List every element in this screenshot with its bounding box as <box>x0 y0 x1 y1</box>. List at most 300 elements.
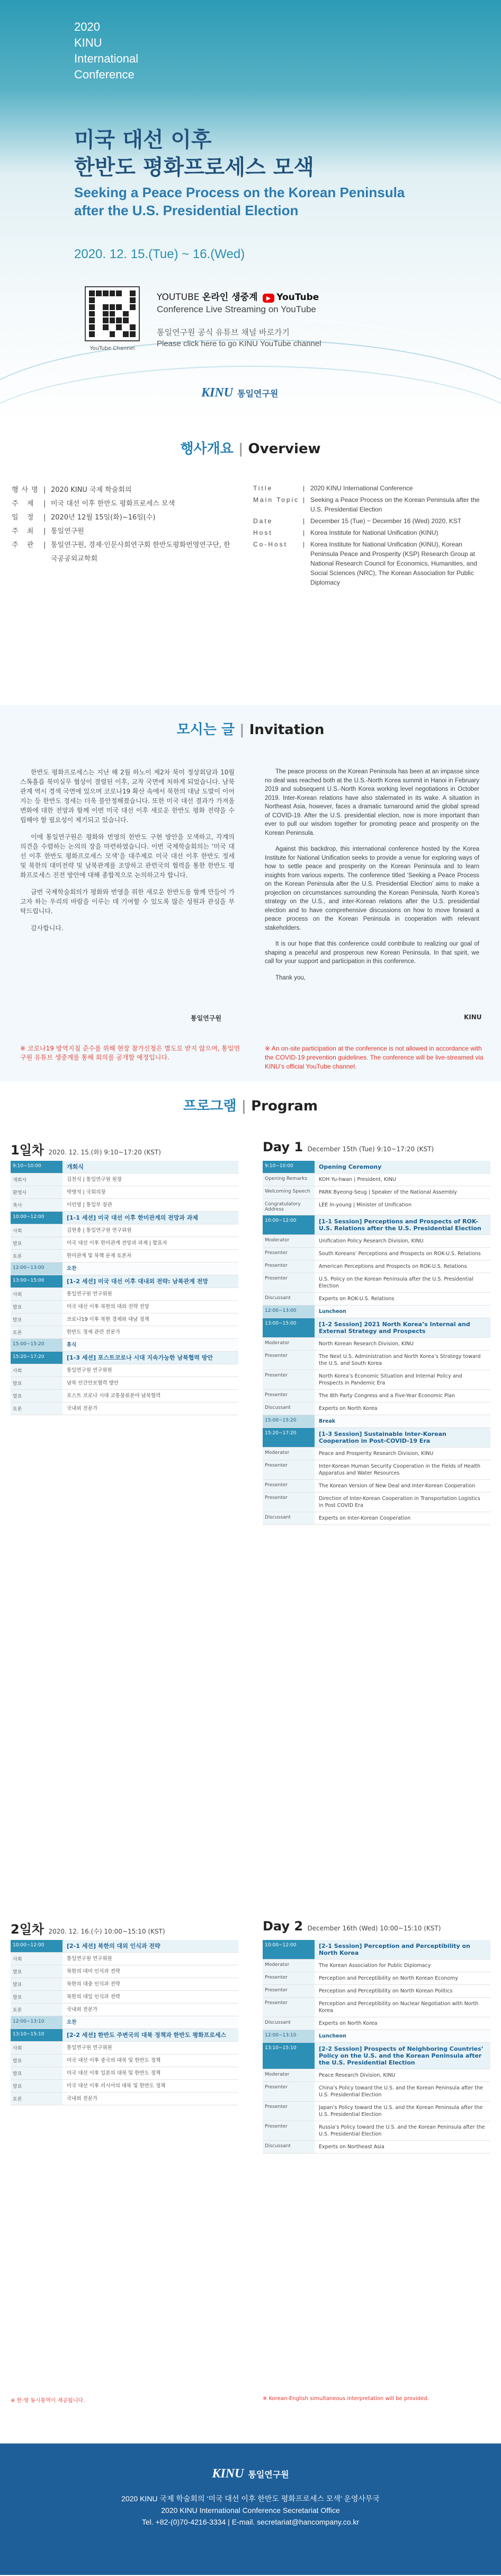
program-time: 발표 <box>11 1301 62 1313</box>
overview-row <box>253 483 486 493</box>
qr-cell <box>116 331 122 337</box>
qr-cell <box>110 290 115 296</box>
overview-en <box>253 483 486 589</box>
program-time: 15:20~17:20 <box>263 1428 315 1447</box>
day-date: 2020. 12. 15.(화) 9:10~17:20 (KST) <box>48 1149 161 1156</box>
footer-contact[interactable]: Tel. +82-(0)70-4216-3334 | E-mail. secretariat@hancompany.co.kr <box>141 2518 360 2526</box>
program-time: 9:10~10:00 <box>263 1161 315 1173</box>
program-row <box>11 1174 238 1186</box>
qr-cell <box>110 311 115 317</box>
program-time: 12:00~13:10 <box>11 2016 62 2028</box>
program-time: Discussant <box>263 2017 315 2030</box>
program-content: 개회식 <box>62 1161 238 1173</box>
program-time: 발표 <box>11 2054 62 2067</box>
qr-cell <box>103 317 109 323</box>
program-content: Experts on North Korea <box>319 2021 378 2026</box>
program-row <box>11 1377 238 1390</box>
program-time: 발표 <box>11 2080 62 2092</box>
overview-key: 주 제 <box>12 500 37 508</box>
overview-key: Main Topic <box>253 496 300 504</box>
event-date: 2020. 12. 15.(Tue) ~ 16.(Wed) <box>74 247 245 261</box>
conference-title-line: KINU <box>74 36 102 49</box>
invitation-title <box>0 705 501 748</box>
overview-row <box>12 497 234 511</box>
program-content: 휴식 <box>62 1339 238 1351</box>
program-content: LEE In-young | Minister of Unification <box>319 1202 412 1208</box>
program-content: The 8th Party Congress and a Five-Year Economic Plan <box>319 1393 455 1399</box>
program-row <box>11 1237 238 1250</box>
program-row <box>11 1313 238 1326</box>
qr-cell <box>103 324 109 330</box>
program-time: 사회 <box>11 2042 62 2054</box>
program-time: Presenter <box>263 2121 315 2140</box>
qr-cell <box>89 304 95 310</box>
program-row <box>263 1972 490 1985</box>
qr-cell <box>116 304 122 310</box>
program-content: [1-1 세션] 미국 대선 이후 한미관계의 전망과 과제 <box>62 1212 238 1224</box>
program-content: The Korean Association for Public Diplomacy <box>319 1963 431 1969</box>
day-label: Day 2 <box>263 1919 303 1934</box>
session-header-row <box>11 1940 238 1953</box>
qr-cell <box>96 290 102 296</box>
program-content: 오찬 <box>62 1263 238 1275</box>
notice-kr: ※ 코로나19 방역지침 준수를 위해 현장 참가신청은 별도로 받지 않으며, 통일연구원 유튜브 생중계를 통해 회의를 공개할 예정입니다. <box>20 1045 240 1061</box>
program-content: Luncheon <box>315 1305 490 1318</box>
day1-header-kr <box>11 1140 161 1158</box>
program-content: 북한의 대중 인식과 전략 <box>67 1981 120 1987</box>
program-content: The Next U.S. Administration and North Korea’s Strategy toward the U.S. and South Korea <box>319 1354 481 1366</box>
footer <box>0 2443 501 2575</box>
program-row <box>263 1248 490 1260</box>
day-date: December 15th (Tue) 9:10~17:20 (KST) <box>307 1145 434 1153</box>
program-time: 토론 <box>11 2004 62 2016</box>
program-content: Opening Ceremony <box>315 1161 490 1173</box>
overview-separator: | <box>303 496 305 504</box>
program-row <box>263 1493 490 1512</box>
invitation-text-kr <box>20 767 235 940</box>
overview-row <box>253 540 486 587</box>
invitation-paragraph: 이에 통일연구원은 평화와 번영의 한반도 구현 방안을 모색하고, 각계의 의견을 수렴하는 논의의 장을 마련하였습니다. 이번 국제학술회의는 ‘미국 대선 이후 한반도 평화프로세스 모색’을 대주제로 미국 대선 이후 한반도 정세 및 북한의 대미전략 및 남북관계를 조망하고 관련국의 협력을 통한 한반도 평화프로세스 진전 방안에 대해 종합적으로 논의하고자 합니다. <box>20 833 235 879</box>
footer-logo <box>0 2467 501 2481</box>
qr-cell <box>96 297 102 303</box>
program-time: 사회 <box>11 1953 62 1965</box>
program-row <box>11 1326 238 1339</box>
program-time: 12:00~13:10 <box>263 2030 315 2042</box>
qr-cell <box>130 290 136 296</box>
program-content: 북한의 대일 인식과 전략 <box>67 1994 120 2000</box>
main-title-kr <box>74 126 314 181</box>
qr-cell <box>110 297 115 303</box>
interpretation-note-kr: ※ 한·영 동시통역이 제공됩니다. <box>11 2398 85 2404</box>
program-row <box>263 1186 490 1199</box>
program-content: 남북 인간안보협력 방안 <box>67 1380 119 1386</box>
program-content: Peace Research Division, KINU <box>319 2072 396 2078</box>
program-time: Presenter <box>263 1248 315 1260</box>
program-row <box>263 1338 490 1351</box>
overview-key: 주 최 <box>12 527 37 535</box>
main-title-kr-line2: 한반도 평화프로세스 모색 <box>74 155 314 180</box>
qr-cell <box>123 290 129 296</box>
program-row <box>263 1174 490 1186</box>
day-label: 2일차 <box>11 1922 44 1937</box>
program-row <box>11 1224 238 1237</box>
main-title-kr-line1: 미국 대선 이후 <box>74 128 212 152</box>
qr-cell <box>89 297 95 303</box>
program-content: 미국 대선 이후 러시아의 대북 및 한반도 정책 <box>67 2083 166 2089</box>
overview-separator: | <box>303 484 305 492</box>
program-content: North Korean Research Division, KINU <box>319 1341 414 1347</box>
program-row <box>263 1293 490 1305</box>
program-row <box>263 2017 490 2030</box>
program-content: Unification Policy Research Division, KINU <box>319 1238 424 1244</box>
qr-cell <box>130 304 136 310</box>
program-row <box>11 1991 238 2004</box>
program-row <box>263 2121 490 2141</box>
program-time: 발표 <box>11 2067 62 2079</box>
program-row <box>263 1460 490 1480</box>
session-header-row <box>263 1215 490 1235</box>
program-row <box>11 1199 238 1212</box>
program-time: 12:00~13:00 <box>263 1305 315 1318</box>
program-row <box>11 2004 238 2016</box>
session-header-row <box>263 1161 490 1174</box>
session-header-row <box>11 1275 238 1288</box>
footer-secretariat-kr: 2020 KINU 국제 학술회의 ‘미국 대선 이후 한반도 평화프로세스 모색’ 운영사무국 <box>121 2494 380 2503</box>
program-content: Experts on North Korea <box>319 1406 378 1411</box>
overview-key: 주 관 <box>12 541 37 549</box>
program-time: Moderator <box>263 1448 315 1460</box>
program-time: Moderator <box>263 1235 315 1247</box>
program-time: Moderator <box>263 2069 315 2081</box>
program-content: 국내외 전문가 <box>67 2007 98 2013</box>
day-label: 1일차 <box>11 1143 44 1158</box>
program-row <box>11 2042 238 2054</box>
overview-value: 통일연구원 <box>51 527 84 535</box>
day1-schedule-kr <box>11 1161 238 1415</box>
program-time: Presenter <box>263 1493 315 1512</box>
break-row <box>11 1263 238 1275</box>
qr-cell <box>89 324 95 330</box>
program-time: 15:00~15:20 <box>11 1339 62 1351</box>
program-content: 통일연구원 연구위원 <box>67 1956 112 1962</box>
program-time: Moderator <box>263 1338 315 1350</box>
program-row <box>11 2093 238 2105</box>
program-content: 미국 대선 이후 한미관계 전망과 과제 | 발표자 <box>67 1240 167 1246</box>
qr-cell <box>123 304 129 310</box>
break-row <box>263 1415 490 1428</box>
qr-label: YouTube Channel <box>90 346 135 351</box>
program-content: Experts on Inter-Korean Cooperation <box>319 1515 411 1521</box>
conference-title-line: 2020 <box>74 20 100 33</box>
qr-cell <box>89 311 95 317</box>
program-time: 토론 <box>11 1402 62 1415</box>
program-time: Presenter <box>263 1480 315 1492</box>
program-time: Presenter <box>263 1273 315 1292</box>
program-content: Luncheon <box>315 2030 490 2042</box>
program-time: Presenter <box>263 1260 315 1273</box>
qr-cell <box>89 317 95 323</box>
program-time: Welcoming Speech <box>263 1186 315 1198</box>
qr-cell <box>96 311 102 317</box>
program-time: Discussant <box>263 2141 315 2153</box>
program-content: 통일연구원 연구위원 <box>67 2045 112 2051</box>
program-row <box>263 1235 490 1248</box>
program-content: 한반도 정세 관련 전문가 <box>67 1329 120 1335</box>
program-time: 10:00~12:00 <box>11 1212 62 1224</box>
program-content: 국내외 전문가 <box>67 2096 98 2102</box>
overview-key: Date <box>253 517 273 525</box>
program-row <box>11 1301 238 1313</box>
program-content: Experts on ROK-U.S. Relations <box>319 1296 395 1302</box>
overview-row <box>12 539 234 566</box>
qr-cell <box>123 311 129 317</box>
youtube-prefix: YOUTUBE <box>157 292 200 303</box>
youtube-logo-text: YouTube <box>276 292 319 303</box>
qr-cell <box>116 290 122 296</box>
program-row <box>11 1402 238 1415</box>
program-content: [1-2 세션] 미국 대선 이후 대내외 전략: 남북관계 전망 <box>62 1275 238 1287</box>
qr-cell <box>96 304 102 310</box>
day-date: December 16th (Wed) 10:00~15:10 (KST) <box>307 1925 441 1932</box>
program-content: 이인영 | 통일부 장관 <box>67 1202 112 1208</box>
day-date: 2020. 12. 16.(수) 10:00~15:10 (KST) <box>48 1928 165 1935</box>
session-header-row <box>11 1212 238 1224</box>
session-header-row <box>11 1161 238 1174</box>
program-time: 개회사 <box>11 1174 62 1186</box>
program-time: 발표 <box>11 1978 62 1990</box>
break-row <box>263 2030 490 2043</box>
overview-key: 일 정 <box>12 514 37 522</box>
section-title-en: Overview <box>248 441 321 457</box>
conference-title-line: International <box>74 52 139 65</box>
session-header-row <box>263 1318 490 1338</box>
program-time: Presenter <box>263 1370 315 1389</box>
qr-cell <box>130 297 136 303</box>
qr-cell <box>103 331 109 337</box>
program-time: 발표 <box>11 1377 62 1389</box>
program-content: U.S. Policy on the Korean Peninsula after the U.S. Presidential Election <box>319 1276 473 1289</box>
program-content: 포스트 코로나 시대 교통물류분야 남북협력 <box>67 1393 161 1399</box>
overview-title <box>0 424 501 467</box>
overview-value: Seeking a Peace Process on the Korean Peninsula after the U.S. Presidential Election <box>310 496 480 513</box>
program-content: [2-2 세션] 한반도 주변국의 대북 정책과 한반도 평화프로세스 <box>62 2029 238 2041</box>
program-content: Break <box>315 1415 490 1427</box>
program-time: 15:20~17:20 <box>11 1352 62 1364</box>
qr-cell <box>116 317 122 323</box>
invitation-paragraph: The peace process on the Korean Peninsula has been at an impasse since no deal was reached both at the U.S.-North Korea summit in Hanoi in February 2019 and subsequent U.S.-North Korea working level negotiations in October 2019. Inter-Korean relations have also stalemated in its wake. A situation in Northeast Asia, however, faces a dramatic turnaround amid the global spread of COVID-19. After the U.S. presidential election, now is more important than ever to pull our wisdom together for promoting peace and prosperity on the Korean Peninsula. <box>265 769 479 836</box>
program-content: PARK Byeong-Seug | Speaker of the National Assembly <box>319 1189 457 1195</box>
program-content: Experts on Northeast Asia <box>319 2144 384 2150</box>
section-title-sep: | <box>233 441 248 457</box>
program-time: 13:00~15:00 <box>263 1318 315 1337</box>
program-time: Moderator <box>263 1960 315 1972</box>
program-content: [2-1 세션] 북한의 대외 인식과 전략 <box>62 1940 238 1952</box>
program-content: [1-1 Session] Perceptions and Prospects of ROK-U.S. Relations after the U.S. Presidential Election <box>315 1215 490 1234</box>
program-content: Direction of Inter-Korean Cooperation in Transportation Logistics in Post COVID Era <box>319 1496 480 1508</box>
interpretation-note-en: ※ Korean-English simultaneous interpretation will be provided. <box>263 2396 429 2402</box>
program-content: 통일연구원 연구위원 <box>67 1368 112 1373</box>
youtube-logo-icon: ▶ <box>263 294 274 303</box>
kinu-logo-name: 통일연구원 <box>237 389 279 399</box>
qr-cell <box>96 317 102 323</box>
overview-key: 행사명 <box>12 486 41 494</box>
program-content: Inter-Korean Human Security Cooperation in the Fields of Health Apparatus and Water Resources <box>319 1463 481 1476</box>
program-content: 북한의 대미 인식과 전략 <box>67 1969 120 1974</box>
main-title-en <box>74 183 405 219</box>
session-header-row <box>263 1940 490 1960</box>
program-time: 발표 <box>11 1237 62 1249</box>
notice-en: ※ An on-site participation at the conference is not allowed in accordance with the COVID-19 prevention guidelines. The conference will be live-streamed via KINU’s official YouTube channel. <box>265 1045 484 1070</box>
overview-value: 통일연구원, 경제·인문사회연구회 한반도평화번영연구단, 한국공공외교학회 <box>51 541 230 563</box>
qr-cell <box>130 317 136 323</box>
program-content: 통일연구원 연구위원 <box>67 1291 112 1297</box>
youtube-live-label: 온라인 생중계 <box>202 292 258 303</box>
program-content: 오찬 <box>62 2016 238 2028</box>
program-row <box>263 2069 490 2082</box>
overview-separator: | <box>303 517 305 525</box>
signature-en: KINU <box>464 1013 482 1021</box>
qr-cell <box>103 290 109 296</box>
qr-cell <box>89 331 95 337</box>
program-content: 한미관계 및 북핵 문제 토론자 <box>67 1253 132 1259</box>
program-time: 12:00~13:00 <box>11 1263 62 1275</box>
program-time: Presenter <box>263 1972 315 1984</box>
program-row <box>263 1402 490 1415</box>
qr-cell <box>96 324 102 330</box>
program-content: [2-1 Session] Perception and Perceptibility on North Korea <box>315 1940 490 1959</box>
program-time: 10:00~12:00 <box>11 1940 62 1952</box>
qr-cell <box>116 324 122 330</box>
program-time: 사회 <box>11 1288 62 1300</box>
program-content: 김천식 | 통일연구원 원장 <box>67 1177 122 1183</box>
program-time: Presenter <box>263 1390 315 1402</box>
program-row <box>263 2082 490 2102</box>
program-content: Japan’s Policy toward the U.S. and the Korean Peninsula after the U.S. Presidential Election <box>319 2105 483 2118</box>
program-time: 축사 <box>11 1199 62 1211</box>
program-section <box>0 1081 501 2443</box>
overview-value: Korea Institute for National Unification (KINU) <box>310 529 439 536</box>
program-time: Presenter <box>263 2102 315 2121</box>
program-content: KOH Yu-hwan | President, KINU <box>319 1177 396 1183</box>
session-header-row <box>263 2043 490 2069</box>
overview-key: Co-Host <box>253 541 288 548</box>
qr-cell <box>123 324 129 330</box>
overview-separator: | <box>43 486 46 494</box>
overview-separator: | <box>43 527 46 535</box>
youtube-channel-link-kr[interactable]: 통일연구원 공식 유튜브 채널 바로가기 <box>157 328 290 337</box>
qr-cell <box>116 297 122 303</box>
program-row <box>11 1288 238 1301</box>
program-time: 13:10~15:10 <box>263 2043 315 2069</box>
program-content: North Korea’s Economic Situation and Internal Policy and Prospects in Pandemic Era <box>319 1373 462 1386</box>
overview-row <box>253 516 486 526</box>
section-title-sep: | <box>235 722 249 738</box>
qr-cell <box>123 297 129 303</box>
overview-row <box>12 511 234 525</box>
overview-value: 미국 대선 이후 한반도 평화프로세스 모색 <box>51 500 175 508</box>
program-row <box>263 1998 490 2017</box>
program-time: 사회 <box>11 1364 62 1377</box>
overview-value: 2020 KINU 국제 학술회의 <box>51 486 132 494</box>
program-content: [2-2 Session] Prospects of Neighboring Countries’ Policy on the U.S. and the Korean Peninsula after the U.S. Presidential Election <box>315 2043 490 2069</box>
program-time: Discussant <box>263 1512 315 1524</box>
youtube-live-line[interactable] <box>157 289 319 303</box>
program-content: Perception and Perceptibility on North Korean Economy <box>319 1975 459 1981</box>
program-content: 김현종 | 통일연구원 연구위원 <box>67 1228 132 1233</box>
program-title <box>0 1081 501 1125</box>
overview-row <box>12 483 234 497</box>
program-time: Discussant <box>263 1402 315 1415</box>
qr-cell <box>123 331 129 337</box>
program-row <box>263 1448 490 1460</box>
program-row <box>263 1370 490 1390</box>
conference-title <box>74 19 138 83</box>
program-row <box>11 1364 238 1377</box>
program-row <box>11 2067 238 2080</box>
youtube-qr-code[interactable] <box>85 286 140 341</box>
qr-cell <box>130 311 136 317</box>
conference-title-line: Conference <box>74 68 135 81</box>
overview-key: Host <box>253 529 273 536</box>
program-content: 코로나19 이후 북한 경제와 대남 정책 <box>67 1317 149 1322</box>
invitation-paragraph: Thank you, <box>275 974 306 981</box>
section-title-kr: 행사개요 <box>180 441 234 457</box>
qr-cell <box>103 304 109 310</box>
program-row <box>11 2054 238 2067</box>
program-time: 10:00~12:00 <box>263 1940 315 1959</box>
program-row <box>11 1186 238 1199</box>
youtube-channel-link-en[interactable]: Please click here to go KINU YouTube channel <box>157 339 321 348</box>
program-content: [1-3 Session] Sustainable Inter-Korean Cooperation in Post-COVID-19 Era <box>315 1428 490 1447</box>
program-content: 미국 대선 이후 중국의 대북 및 한반도 정책 <box>67 2058 161 2063</box>
main-title-en-line1: Seeking a Peace Process on the Korean Peninsula <box>74 184 405 200</box>
qr-cell <box>110 331 115 337</box>
program-row <box>263 2102 490 2121</box>
session-header-row <box>11 1352 238 1364</box>
invitation-section <box>0 705 501 1081</box>
signature-kr: 통일연구원 <box>191 1014 221 1022</box>
qr-cell <box>130 331 136 337</box>
day-label: Day 1 <box>263 1140 303 1154</box>
break-row <box>11 2016 238 2029</box>
program-content: [1-2 Session] 2021 North Korea’s Internal and External Strategy and Prospects <box>315 1318 490 1337</box>
program-time: 사회 <box>11 1224 62 1237</box>
program-time: 토론 <box>11 2093 62 2105</box>
overview-value: Korea Institute for National Unification (KINU), Korean Peninsula Peace and Prosperity (KSP) Research Group at National Research Council for Economics, Humanities, and Social Sciences (NRC), The Korean Association for Public Diplomacy <box>310 541 477 586</box>
program-content: American Perceptions and Prospects on ROK-U.S. Relations <box>319 1264 467 1269</box>
program-time: 발표 <box>11 1313 62 1326</box>
program-row <box>11 1250 238 1263</box>
program-content: Russia’s Policy toward the U.S. and the Korean Peninsula after the U.S. Presidential Election <box>319 2124 485 2137</box>
section-title-en: Program <box>251 1098 318 1114</box>
invitation-paragraph: 한반도 평화프로세스는 지난 해 2월 하노이 제2차 북미 정상회담과 10월 스톡홀름 북미실무 협상이 결렬된 이후, 교착 국면에 처하게 되었습니다. 남북관계 역시 경색 국면에 있으며 코로나19 확산 속에서 북한의 대남 도발이 이어지는 등 한반도 정세는 더욱 불안정해졌습니다. 또한 미국 대선 결과가 가져올 변화에 대한 전망과 함께 이번 미국 대선 이후 새로운 한반도 평화 전략을 수립해야 할 필요성이 제기되고 있습니다. <box>20 769 235 824</box>
section-title-sep: | <box>236 1098 252 1114</box>
program-content: [1-3 세션] 포스트코로나 시대 지속가능한 남북협력 방안 <box>62 1352 238 1364</box>
overview-separator: | <box>43 514 46 522</box>
program-row <box>11 1953 238 1965</box>
program-row <box>263 1260 490 1273</box>
program-time: Presenter <box>263 1460 315 1479</box>
qr-cell <box>103 297 109 303</box>
day2-schedule-kr <box>11 1940 238 2105</box>
section-title-kr: 프로그램 <box>183 1098 237 1114</box>
program-time: 10:00~12:00 <box>263 1215 315 1234</box>
qr-cell <box>130 324 136 330</box>
program-row <box>263 1273 490 1293</box>
program-content: 국내외 전문가 <box>67 1406 98 1411</box>
qr-cell <box>123 317 129 323</box>
main-title-en-line2: after the U.S. Presidential Election <box>74 202 299 218</box>
